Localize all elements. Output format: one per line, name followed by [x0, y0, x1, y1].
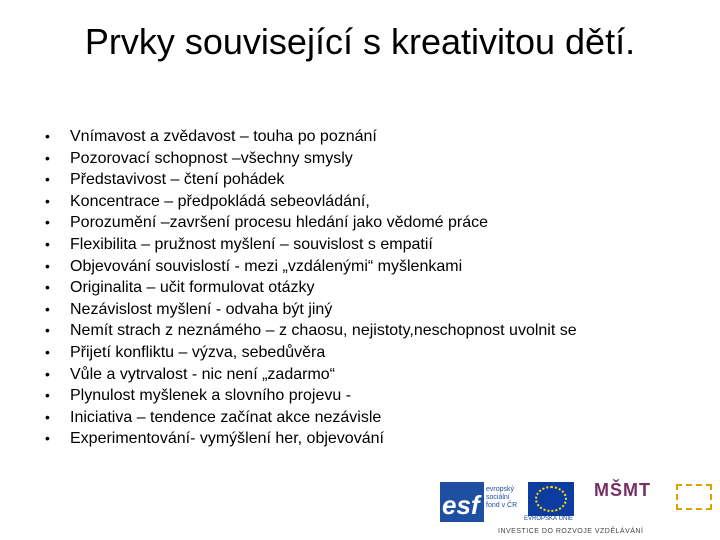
list-item: [40, 191, 577, 213]
list-item: [40, 277, 577, 299]
list-item-text: Nemít strach z neznámého – z chaosu, nejistoty,neschopnost uvolnit se: [70, 322, 577, 340]
list-item: [40, 320, 577, 342]
eu-stars-icon: [535, 486, 567, 512]
eu-logo-text: EVROPSKÁ UNIE: [524, 516, 574, 522]
bullet-icon: •: [45, 171, 50, 188]
list-item-text: Pozorovací schopnost –všechny smysly: [70, 149, 353, 167]
esf-logo-letters: esf: [442, 490, 480, 520]
bullet-icon: •: [45, 192, 50, 209]
bullet-icon: •: [45, 387, 50, 404]
list-item: [40, 234, 577, 256]
bullet-icon: •: [45, 343, 50, 360]
bullet-icon: •: [45, 149, 50, 166]
list-item: [40, 148, 577, 170]
list-item: [40, 169, 577, 191]
list-item-text: Vnímavost a zvědavost – touha po poznání: [70, 128, 377, 145]
list-item-text: Experimentování- vymýšlení her, objevování: [70, 430, 384, 448]
esf-logo-text: evropský sociální fond v ČR: [486, 486, 518, 509]
funding-logos: [438, 480, 720, 540]
op-logo-icon: [676, 484, 712, 510]
bullet-icon: •: [45, 214, 50, 231]
list-item-text: Nezávislost myšlení - odvaha být jiný: [70, 300, 333, 318]
bullet-icon: •: [45, 257, 50, 274]
list-item-text: Originalita – učit formulovat otázky: [70, 279, 315, 297]
list-item-text: Objevování souvislostí - mezi „vzdálenými“ myšlenkami: [70, 257, 463, 275]
list-item: [40, 212, 577, 234]
investment-banner: INVESTICE DO ROZVOJE VZDĚLÁVÁNÍ: [498, 528, 644, 535]
bullet-list: [40, 126, 577, 450]
bullet-icon: •: [45, 235, 50, 252]
bullet-icon: •: [45, 365, 50, 382]
slide-title: Prvky související s kreativitou dětí.: [84, 21, 636, 62]
list-item-text: Koncentrace – předpokládá sebeovládání,: [70, 192, 370, 210]
list-item: [40, 299, 577, 321]
bullet-icon: •: [45, 408, 50, 425]
list-item-text: Představivost – čtení pohádek: [70, 171, 285, 189]
list-item: [40, 342, 577, 364]
list-item-text: Porozumění –završení procesu hledání jako vědomé práce: [70, 214, 489, 232]
list-item-text: Přijetí konfliktu – výzva, sebedůvěra: [70, 343, 326, 361]
list-item-text: Flexibilita – pružnost myšlení – souvislost s empatií: [70, 235, 433, 253]
list-item: [40, 385, 577, 407]
list-item: [40, 256, 577, 278]
bullet-icon: •: [45, 322, 50, 339]
list-item-text: Iniciativa – tendence začínat akce nezávisle: [70, 408, 382, 426]
msmt-logo: MŠMT: [594, 480, 651, 500]
bullet-icon: •: [45, 430, 50, 447]
bullet-icon: •: [45, 279, 50, 296]
list-item: [40, 407, 577, 429]
list-item: [40, 428, 577, 450]
list-item-text: Plynulost myšlenek a slovního projevu -: [70, 387, 352, 405]
bullet-icon: •: [45, 300, 50, 317]
list-item: [40, 126, 577, 148]
list-item-text: Vůle a vytrvalost - nic není „zadarmo“: [70, 365, 335, 383]
bullet-icon: •: [45, 128, 50, 144]
list-item: [40, 364, 577, 386]
